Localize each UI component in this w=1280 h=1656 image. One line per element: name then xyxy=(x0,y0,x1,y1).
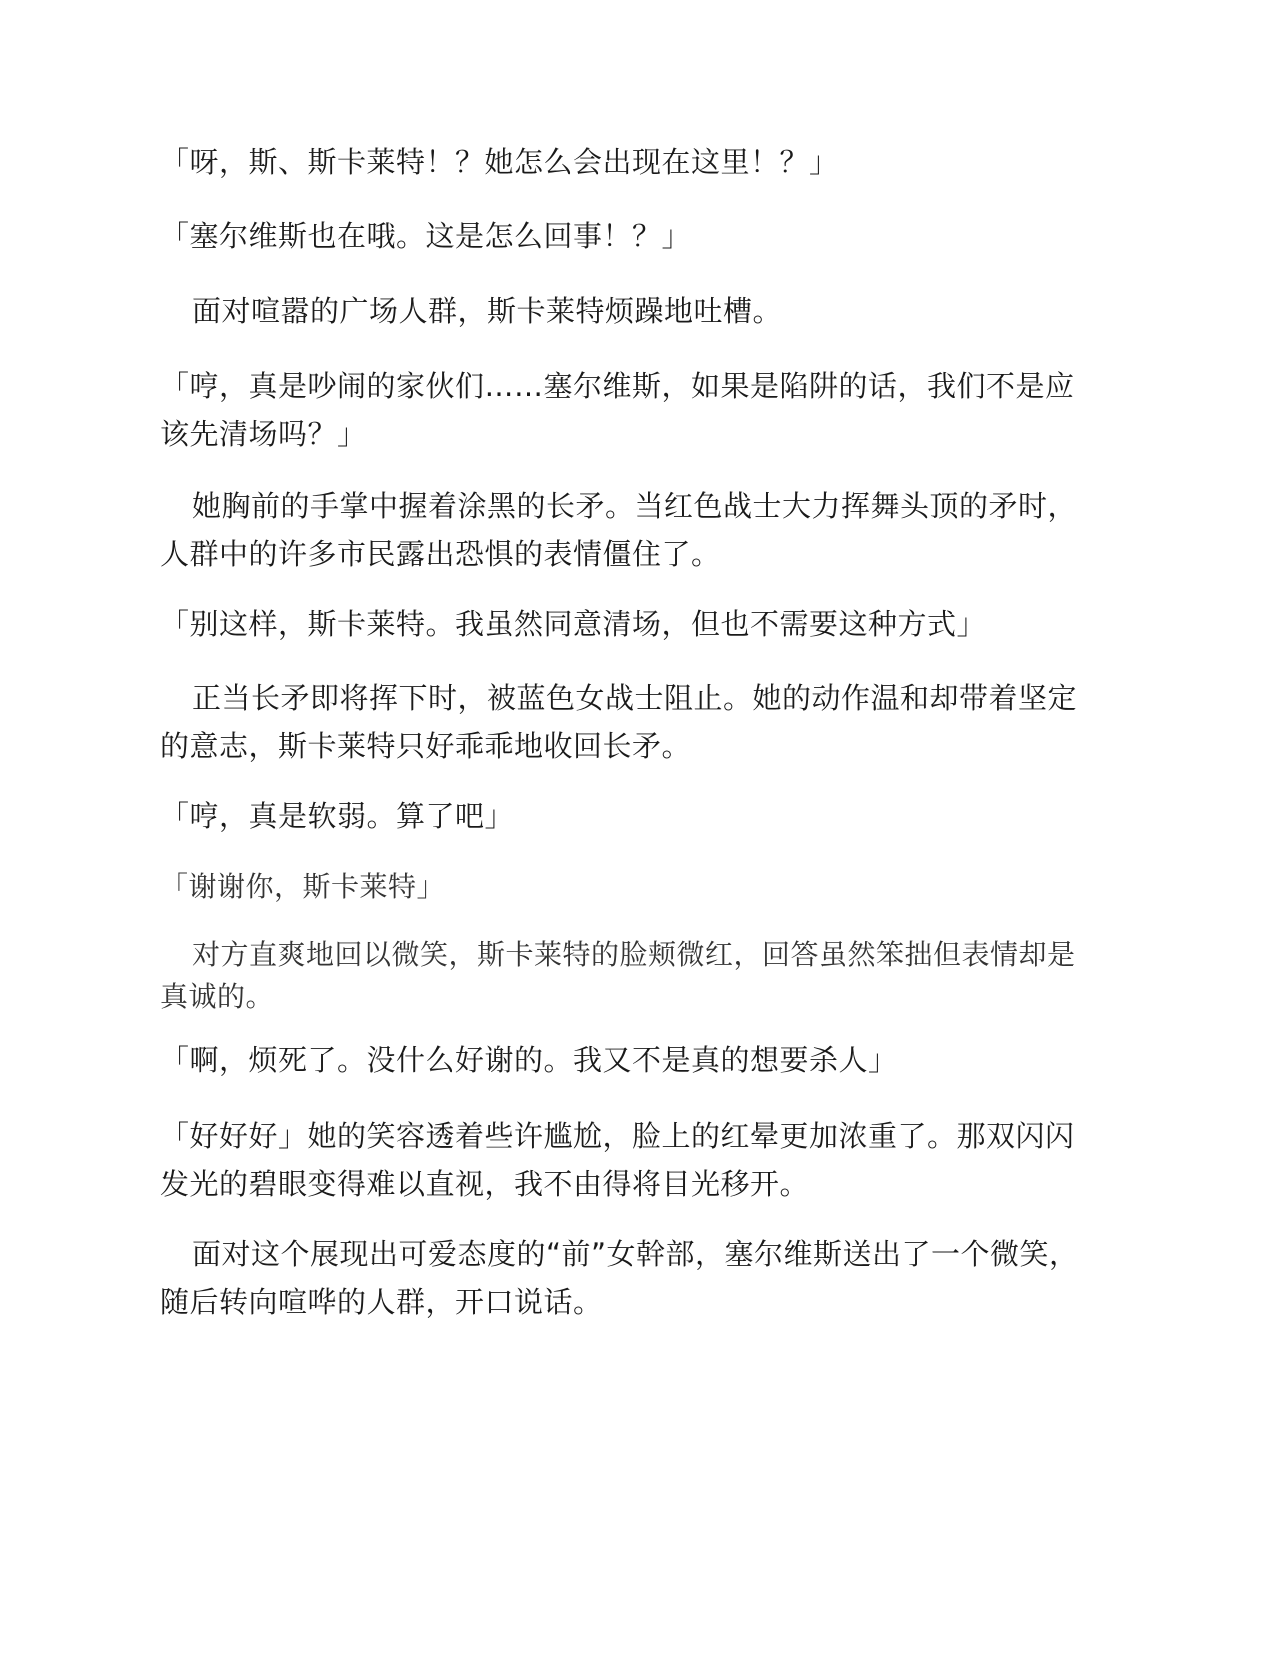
paragraph-13: 面对这个展现出可爱态度的“前”女幹部，塞尔维斯送出了一个微笑，随后转向喧哗的人群，开口说话。 xyxy=(160,1237,1079,1319)
paragraph-12: 「好好好」她的笑容透着些许尴尬，脸上的红晕更加浓重了。那双闪闪发光的碧眼变得难以直视，我不由得将目光移开。 xyxy=(160,1119,1075,1201)
paragraph-10: 对方直爽地回以微笑，斯卡莱特的脸颊微红，回答虽然笨拙但表情却是真诚的。 xyxy=(160,938,1076,1013)
paragraph-2: 「塞尔维斯也在哦。这是怎么回事！？」 xyxy=(160,219,692,253)
paragraph-8: 「哼，真是软弱。算了吧」 xyxy=(160,799,515,833)
paragraph-4: 「哼，真是吵闹的家伙们……塞尔维斯，如果是陷阱的话，我们不是应该先清场吗？」 xyxy=(160,369,1075,451)
paragraph-1: 「呀，斯、斯卡莱特！？她怎么会出现在这里！？」 xyxy=(160,145,839,179)
paragraph-9: 「谢谢你，斯卡莱特」 xyxy=(160,870,446,903)
paragraph-7: 正当长矛即将挥下时，被蓝色女战士阻止。她的动作温和却带着坚定的意志，斯卡莱特只好乖乖地收回长矛。 xyxy=(160,681,1078,763)
paragraph-5: 她胸前的手掌中握着涂黑的长矛。当红色战士大力挥舞头顶的矛时，人群中的许多市民露出恐惧的表情僵住了。 xyxy=(160,489,1078,571)
paragraph-11: 「啊，烦死了。没什么好谢的。我又不是真的想要杀人」 xyxy=(160,1043,898,1077)
paragraph-6: 「别这样，斯卡莱特。我虽然同意清场，但也不需要这种方式」 xyxy=(160,607,987,641)
paragraph-3: 面对喧嚣的广场人群，斯卡莱特烦躁地吐槽。 xyxy=(192,294,783,328)
